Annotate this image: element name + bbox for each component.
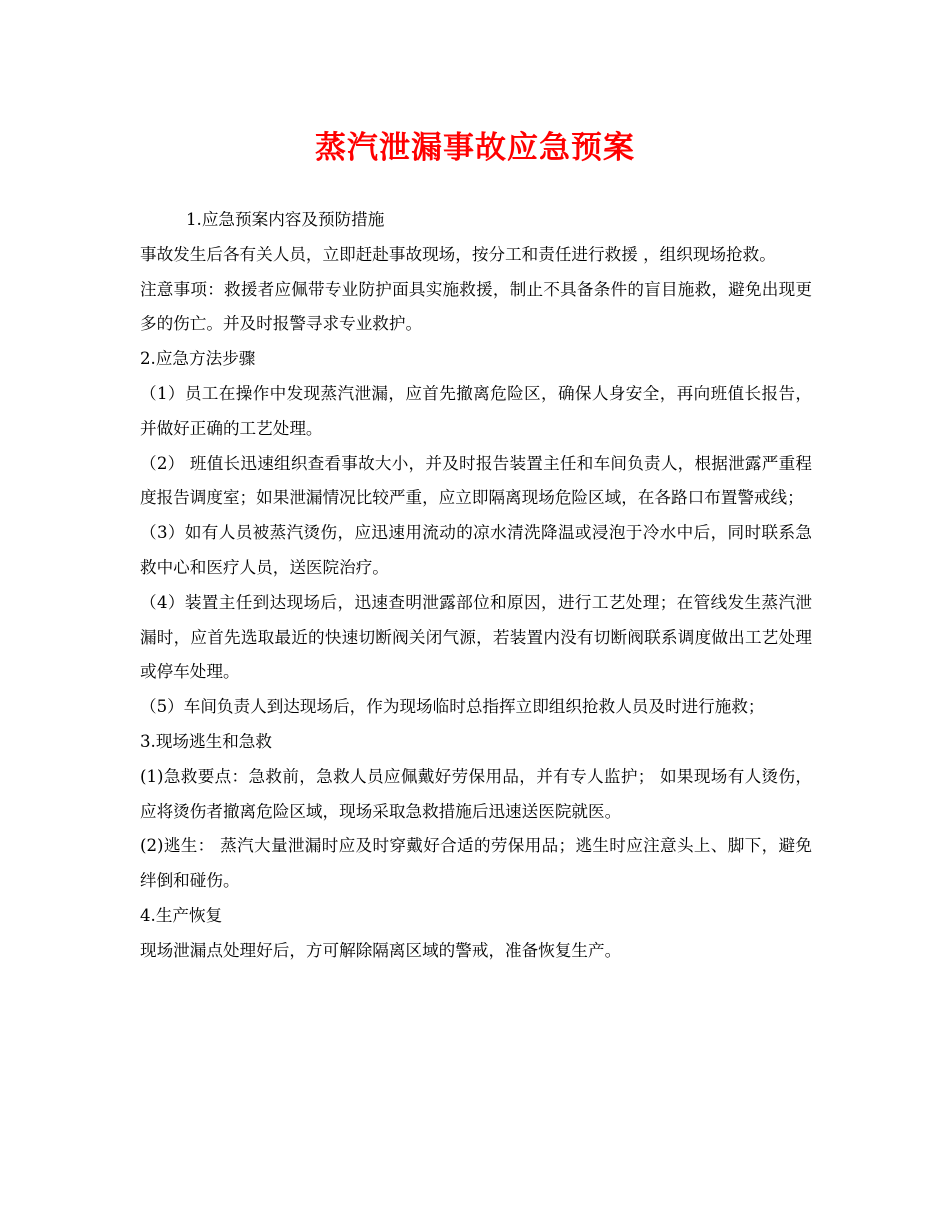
paragraph: （2） 班值长迅速组织查看事故大小，并及时报告装置主任和车间负责人，根据泄露严重程度报告调度室；如果泄漏情况比较严重，应立即隔离现场危险区域，在各路口布置警戒线； — [140, 453, 812, 508]
paragraph: （4）装置主任到达现场后，迅速查明泄露部位和原因，进行工艺处理；在管线发生蒸汽泄漏时，应首先选取最近的快速切断阀关闭气源，若装置内没有切断阀联系调度做出工艺处理或停车处理。 — [140, 592, 812, 682]
paragraph: （3）如有人员被蒸汽烫伤，应迅速用流动的凉水清洗降温或浸泡于冷水中后，同时联系急救中心和医疗人员，送医院治疗。 — [140, 523, 812, 577]
section-heading-3: 3.现场逃生和急救 — [140, 731, 272, 751]
paragraph: (1)急救要点：急救前，急救人员应佩戴好劳保用品，并有专人监护； 如果现场有人烫伤，应将烫伤者撤离危险区域，现场采取急救措施后迅速送医院就医。 — [140, 766, 812, 821]
section-heading-4: 4.生产恢复 — [140, 905, 223, 925]
section-heading-1: 1.应急预案内容及预防措施 — [186, 210, 385, 229]
paragraph: (2)逃生： 蒸汽大量泄漏时应及时穿戴好合适的劳保用品；逃生时应注意头上、脚下，避免绊倒和碰伤。 — [140, 836, 812, 891]
paragraph: 注意事项：救援者应佩带专业防护面具实施救援，制止不具备条件的盲目施救，避免出现更多的伤亡。并及时报警寻求专业救护。 — [140, 279, 812, 334]
paragraph: （5）车间负责人到达现场后，作为现场临时总指挥立即组织抢救人员及时进行施救； — [140, 697, 765, 717]
document-body — [140, 203, 812, 969]
paragraph: （1）员工在操作中发现蒸汽泄漏，应首先撤离危险区，确保人身安全，再向班值长报告，并做好正确的工艺处理。 — [140, 383, 812, 438]
document-title: 蒸汽泄漏事故应急预案 — [315, 130, 635, 166]
paragraph: 现场泄漏点处理好后，方可解除隔离区域的警戒，准备恢复生产。 — [140, 940, 622, 960]
paragraph: 事故发生后各有关人员，立即赶赴事故现场，按分工和责任进行救援 ，组织现场抢救。 — [140, 244, 776, 264]
section-heading-2: 2.应急方法步骤 — [140, 349, 256, 369]
